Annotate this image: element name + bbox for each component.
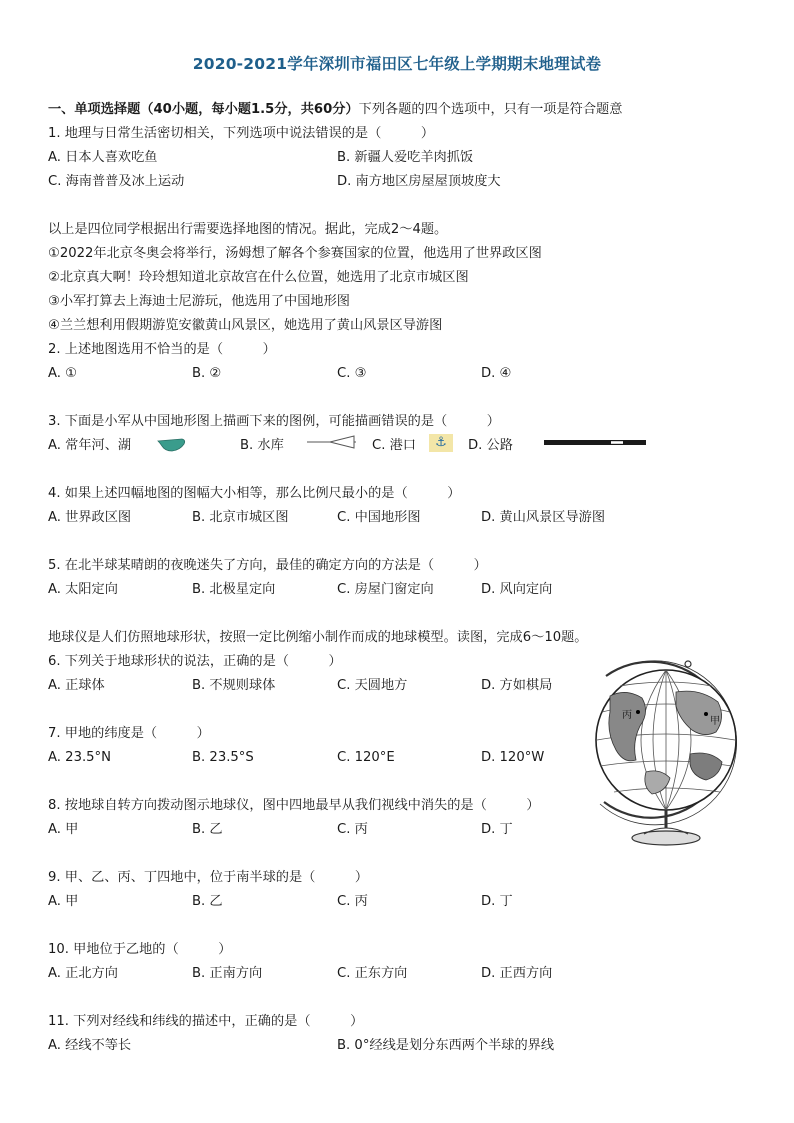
q6-option-c[interactable]: C. 天圆地方: [337, 678, 408, 693]
section-instruction: 下列各题的四个选项中，只有一项是符合题意: [358, 102, 623, 117]
q6-option-a[interactable]: A. 正球体: [48, 678, 105, 693]
passage-2-intro: 地球仪是人们仿照地球形状，按照一定比例缩小制作而成的地球模型。读图，完成6～10题。: [48, 630, 588, 645]
section-heading: [48, 102, 622, 118]
question-2-stem: 2. 上述地图选用不恰当的是（ ）: [48, 342, 276, 357]
q2-option-b[interactable]: B. ②: [192, 366, 222, 381]
q4-option-d[interactable]: D. 黄山风景区导游图: [481, 510, 606, 525]
q5-option-d[interactable]: D. 风向定向: [481, 582, 553, 597]
question-4-stem: 4. 如果上述四幅地图的图幅大小相等，那么比例尺最小的是（ ）: [48, 486, 461, 501]
q10-option-c[interactable]: C. 正东方向: [337, 966, 408, 981]
q9-option-b[interactable]: B. 乙: [192, 894, 223, 909]
q5-option-b[interactable]: B. 北极星定向: [192, 582, 276, 597]
q2-option-c[interactable]: C. ③: [337, 366, 367, 381]
passage-1-item-4: ④兰兰想利用假期游览安徽黄山风景区，她选用了黄山风景区导游图: [48, 318, 443, 333]
passage-1-item-1: ①2022年北京冬奥会将举行，汤姆想了解各个参赛国家的位置，他选用了世界政区图: [48, 246, 542, 261]
q9-option-d[interactable]: D. 丁: [481, 894, 513, 909]
q8-option-b[interactable]: B. 乙: [192, 822, 223, 837]
q6-option-b[interactable]: B. 不规则球体: [192, 678, 276, 693]
q2-option-d[interactable]: D. ④: [481, 366, 512, 381]
globe-icon: [596, 661, 737, 845]
q10-option-a[interactable]: A. 正北方向: [48, 966, 118, 981]
q2-option-a[interactable]: A. ①: [48, 366, 77, 381]
q5-option-c[interactable]: C. 房屋门窗定向: [337, 582, 434, 597]
q1-option-d[interactable]: D. 南方地区房屋屋顶坡度大: [337, 174, 501, 189]
q1-option-c[interactable]: C. 海南普普及冰上运动: [48, 174, 185, 189]
q7-option-a[interactable]: A. 23.5°N: [48, 750, 111, 765]
question-3-stem: 3. 下面是小军从中国地形图上描画下来的图例，可能描画错误的是（ ）: [48, 414, 500, 429]
anchor-icon: ⚓: [429, 434, 453, 452]
q11-option-a[interactable]: A. 经线不等长: [48, 1038, 132, 1053]
q4-option-c[interactable]: C. 中国地形图: [337, 510, 421, 525]
q3-option-d[interactable]: D. 公路: [468, 438, 513, 453]
q1-option-b[interactable]: B. 新疆人爱吃羊肉抓饭: [337, 150, 474, 165]
q11-option-b[interactable]: B. 0°经线是划分东西两个半球的界线: [337, 1038, 555, 1053]
question-1-stem: 1. 地理与日常生活密切相关，下列选项中说法错误的是（ ）: [48, 126, 435, 141]
page-title: 2020-2021学年深圳市福田区七年级上学期期末地理试卷: [192, 55, 602, 73]
q7-option-b[interactable]: B. 23.5°S: [192, 750, 254, 765]
q4-option-a[interactable]: A. 世界政区图: [48, 510, 132, 525]
q7-option-d[interactable]: D. 120°W: [481, 750, 545, 765]
question-9-stem: 9. 甲、乙、丙、丁四地中，位于南半球的是（ ）: [48, 870, 369, 885]
question-8-stem: 8. 按地球自转方向拨动图示地球仪，图中四地最早从我们视线中消失的是（ ）: [48, 798, 540, 813]
q4-option-b[interactable]: B. 北京市城区图: [192, 510, 289, 525]
q1-option-a[interactable]: A. 日本人喜欢吃鱼: [48, 150, 158, 165]
question-10-stem: 10. 甲地位于乙地的（ ）: [48, 942, 232, 957]
q5-option-a[interactable]: A. 太阳定向: [48, 582, 118, 597]
q9-option-c[interactable]: C. 丙: [337, 894, 368, 909]
q8-option-a[interactable]: A. 甲: [48, 822, 79, 837]
q10-option-b[interactable]: B. 正南方向: [192, 966, 263, 981]
q8-option-d[interactable]: D. 丁: [481, 822, 513, 837]
q8-option-c[interactable]: C. 丙: [337, 822, 368, 837]
reservoir-legend-icon: [306, 434, 358, 450]
q9-option-a[interactable]: A. 甲: [48, 894, 79, 909]
globe-figure: [580, 652, 750, 852]
passage-1-item-2: ②北京真大啊！玲玲想知道北京故宫在什么位置，她选用了北京市城区图: [48, 270, 469, 285]
q7-option-c[interactable]: C. 120°E: [337, 750, 395, 765]
q3-option-b[interactable]: B. 水库: [240, 438, 284, 453]
lake-legend-icon: [156, 435, 188, 455]
q6-option-d[interactable]: D. 方如棋局: [481, 678, 553, 693]
question-7-stem: 7. 甲地的纬度是（ ）: [48, 726, 210, 741]
q10-option-d[interactable]: D. 正西方向: [481, 966, 553, 981]
question-6-stem: 6. 下列关于地球形状的说法，正确的是（ ）: [48, 654, 342, 669]
q3-option-c[interactable]: C. 港口: [372, 438, 416, 453]
globe-label-bing: 丙: [622, 710, 632, 721]
passage-1-intro: 以上是四位同学根据出行需要选择地图的情况。据此，完成2～4题。: [48, 222, 448, 237]
highway-legend-icon: [543, 438, 647, 448]
passage-1-item-3: ③小军打算去上海迪士尼游玩，他选用了中国地形图: [48, 294, 350, 309]
section-heading-text: 一、单项选择题（40小题，每小题1.5分，共60分）: [48, 102, 359, 117]
globe-label-jia: 甲: [710, 716, 720, 727]
q3-option-a[interactable]: A. 常年河、湖: [48, 438, 132, 453]
question-5-stem: 5. 在北半球某晴朗的夜晚迷失了方向，最佳的确定方向的方法是（ ）: [48, 558, 487, 573]
question-11-stem: 11. 下列对经线和纬线的描述中，正确的是（ ）: [48, 1014, 364, 1029]
